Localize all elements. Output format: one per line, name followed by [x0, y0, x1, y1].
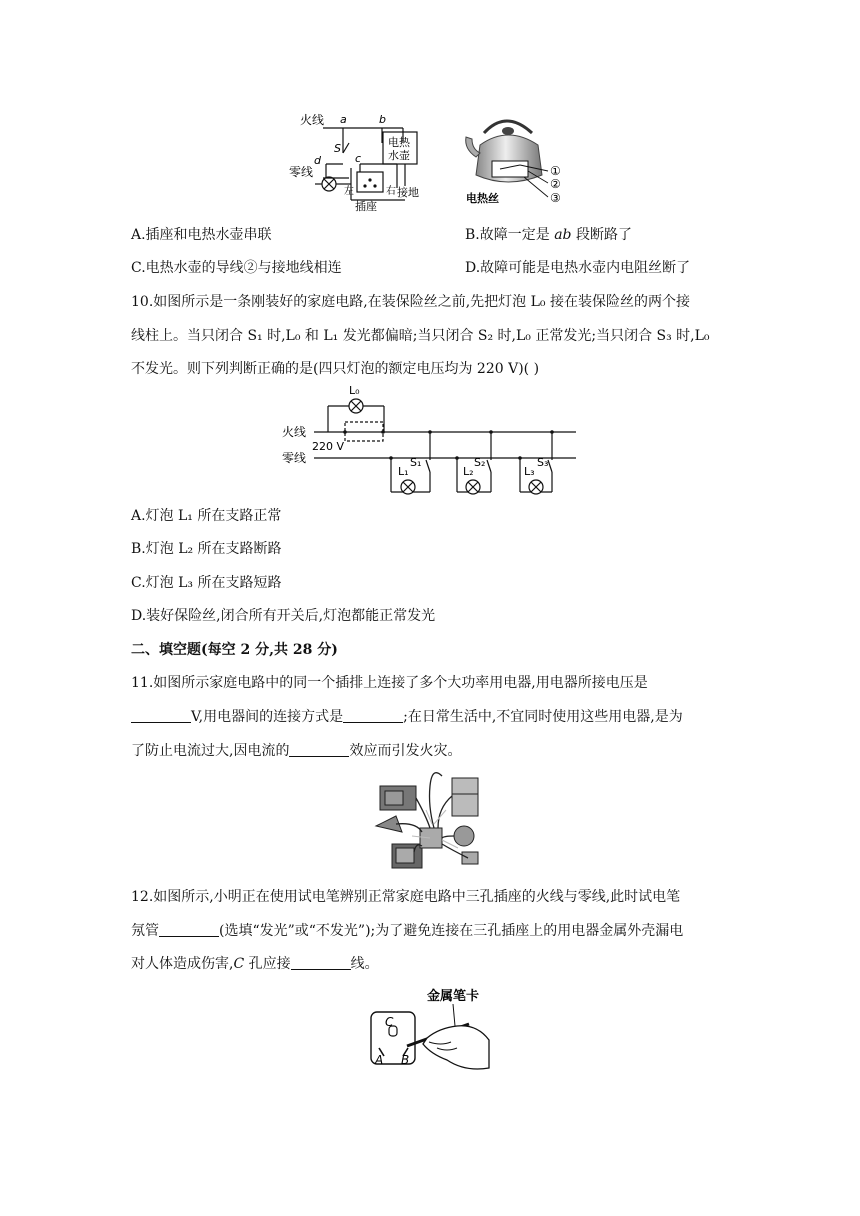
section-heading: 二、填空题(每空 2 分,共 28 分) — [131, 642, 338, 658]
q10-circuit-figure — [280, 380, 580, 500]
q10-S3-label: S₃ — [537, 456, 549, 469]
q10-neutral-label: 零线 — [282, 451, 307, 465]
q10-stem-line2: 线柱上。当只闭合 S₁ 时,L₀ 和 L₁ 发光都偏暗;当只闭合 S₂ 时,L₀ 正常发光;当只闭合 S₃ 时,L₀ — [131, 328, 710, 344]
q10-stem-line3: 不发光。则下列判断正确的是(四只灯泡的额定电压均为 220 V)( ) — [131, 361, 540, 377]
q9-left-label: 左 — [344, 186, 354, 197]
q10-S1-label: S₁ — [410, 456, 422, 469]
q9-kettle-figure — [462, 105, 587, 210]
q9-live-label: 火线 — [300, 113, 325, 127]
q9-option-c: C.电热水壶的导线②与接地线相连 — [131, 260, 342, 276]
q9-marker-1: ① — [550, 164, 561, 178]
q12-hole-b: B — [401, 1053, 410, 1067]
q12-hole-a: A — [375, 1053, 384, 1067]
q10-option-a: A.灯泡 L₁ 所在支路正常 — [131, 508, 282, 524]
q10-option-c: C.灯泡 L₃ 所在支路短路 — [131, 575, 282, 591]
q9-switch-s: S — [334, 142, 341, 155]
q10-L3-label: L₃ — [524, 465, 535, 478]
q9-option-d: D.故障可能是电热水壶内电阻丝断了 — [465, 260, 691, 276]
q11-stem-line3: 了防止电流过大,因电流的 效应而引发火灾。 — [131, 743, 462, 759]
q10-stem-line1: 10.如图所示是一条刚装好的家庭电路,在装保险丝之前,先把灯泡 L₀ 接在装保险丝的两个接 — [131, 294, 690, 310]
q9-marker-3: ③ — [550, 191, 561, 205]
q10-live-label: 火线 — [282, 425, 307, 439]
q9-socket-label: 插座 — [355, 200, 377, 213]
q11-stem-line2: V,用电器间的连接方式是 ;在日常生活中,不宜同时使用这些用电器,是为 — [131, 707, 683, 727]
q12-stem-line2: 氖管 (选填“发光”或“不发光”);为了避免连接在三孔插座上的用电器金属外壳漏电 — [131, 923, 684, 939]
q10-option-d: D.装好保险丝,闭合所有开关后,灯泡都能正常发光 — [131, 608, 436, 624]
q10-S2-label: S₂ — [474, 456, 486, 469]
q9-point-d: d — [314, 154, 321, 167]
q12-metal-clip-label: 金属笔卡 — [427, 989, 480, 1004]
q9-kettle-label-2: 水壶 — [388, 149, 410, 162]
q12-stem-line3: 对人体造成伤害,C 孔应接 线。 — [131, 956, 379, 972]
q11-overload-illustration — [372, 766, 497, 876]
q9-point-a: a — [340, 113, 347, 126]
q9-marker-2: ② — [550, 177, 561, 191]
q11-stem-line1: 11.如图所示家庭电路中的同一个插排上连接了多个大功率用电器,用电器所接电压是 — [131, 675, 648, 691]
q10-L2-label: L₂ — [463, 465, 474, 478]
q10-L1-label: L₁ — [398, 465, 409, 478]
q11-blank-1[interactable] — [131, 708, 191, 723]
q10-option-b: B.灯泡 L₂ 所在支路断路 — [131, 541, 282, 557]
q9-option-a: A.插座和电热水壶串联 — [131, 227, 272, 243]
q9-heating-wire-label: 电热丝 — [466, 192, 499, 205]
q10-voltage-label: 220 V — [312, 440, 345, 453]
q12-stem-line1: 12.如图所示,小明正在使用试电笔辨别正常家庭电路中三孔插座的火线与零线,此时试电笔 — [131, 889, 681, 905]
q9-point-c: c — [355, 152, 362, 165]
q11-blank-3[interactable] — [289, 742, 349, 757]
q12-hole-c: C — [385, 1015, 394, 1029]
q12-blank-1[interactable] — [159, 922, 219, 937]
q9-ground-label: 接地 — [397, 186, 419, 199]
q9-kettle-label-1: 电热 — [388, 136, 410, 149]
q10-L0-label: L₀ — [349, 384, 360, 397]
q9-circuit-figure — [285, 108, 435, 213]
q9-option-b: B.故障一定是 ab 段断路了 — [465, 227, 632, 243]
q12-test-pen-figure — [365, 984, 495, 1074]
q9-point-b: b — [379, 113, 386, 126]
q9-neutral-label: 零线 — [289, 165, 314, 179]
q12-blank-2[interactable] — [291, 955, 351, 970]
q11-blank-2[interactable] — [343, 708, 403, 723]
q9-right-label: 右 — [386, 186, 396, 197]
